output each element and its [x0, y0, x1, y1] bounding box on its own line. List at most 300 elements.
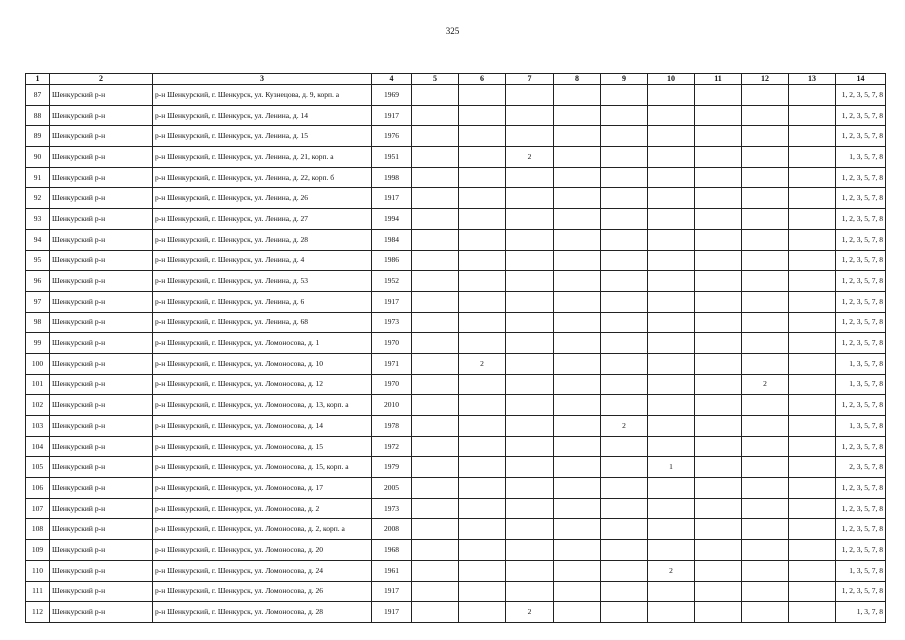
col12-cell [742, 436, 789, 457]
col7-cell [506, 209, 554, 230]
year-cell: 1998 [372, 167, 412, 188]
table-row [26, 147, 886, 168]
col13-cell [789, 436, 836, 457]
col6-cell [459, 209, 506, 230]
col6-cell [459, 291, 506, 312]
col11-cell [695, 209, 742, 230]
col10-cell: 1 [648, 457, 695, 478]
column-header-11: 11 [695, 74, 742, 85]
district-cell: Шенкурский р-н [50, 395, 153, 416]
address-cell: р-н Шенкурский, г. Шенкурск, ул. Ломоносова, д. 17 [153, 478, 372, 499]
col7-cell [506, 85, 554, 106]
address-cell: р-н Шенкурский, г. Шенкурск, ул. Ломоносова, д. 2 [153, 498, 372, 519]
col8-cell [554, 498, 601, 519]
col5-cell [412, 209, 459, 230]
col6-cell [459, 560, 506, 581]
year-cell: 1917 [372, 188, 412, 209]
address-cell: р-н Шенкурский, г. Шенкурск, ул. Ленина, д. 21, корп. а [153, 147, 372, 168]
col9-cell [601, 374, 648, 395]
col14-cell: 1, 2, 3, 5, 7, 8 [836, 519, 886, 540]
table-row [26, 312, 886, 333]
table-row [26, 353, 886, 374]
col7-cell [506, 291, 554, 312]
col14-cell: 1, 2, 3, 5, 7, 8 [836, 271, 886, 292]
col9-cell [601, 560, 648, 581]
col5-cell [412, 602, 459, 623]
row-number: 110 [26, 560, 50, 581]
col13-cell [789, 312, 836, 333]
col10-cell [648, 126, 695, 147]
address-cell: р-н Шенкурский, г. Шенкурск, ул. Ломоносова, д. 10 [153, 353, 372, 374]
row-number: 111 [26, 581, 50, 602]
table-row [26, 498, 886, 519]
col12-cell [742, 250, 789, 271]
address-cell: р-н Шенкурский, г. Шенкурск, ул. Ломоносова, д. 15, корп. а [153, 457, 372, 478]
district-cell: Шенкурский р-н [50, 560, 153, 581]
col9-cell [601, 498, 648, 519]
col8-cell [554, 333, 601, 354]
col6-cell [459, 167, 506, 188]
table-row [26, 560, 886, 581]
col14-cell: 1, 3, 5, 7, 8 [836, 147, 886, 168]
district-cell: Шенкурский р-н [50, 312, 153, 333]
col13-cell [789, 478, 836, 499]
district-cell: Шенкурский р-н [50, 353, 153, 374]
col14-cell: 1, 2, 3, 5, 7, 8 [836, 540, 886, 561]
address-cell: р-н Шенкурский, г. Шенкурск, ул. Ломоносова, д. 24 [153, 560, 372, 581]
address-cell: р-н Шенкурский, г. Шенкурск, ул. Ленина, д. 53 [153, 271, 372, 292]
col7-cell [506, 581, 554, 602]
district-cell: Шенкурский р-н [50, 85, 153, 106]
col14-cell: 1, 3, 5, 7, 8 [836, 416, 886, 437]
row-number: 91 [26, 167, 50, 188]
address-cell: р-н Шенкурский, г. Шенкурск, ул. Ленина, д. 15 [153, 126, 372, 147]
col7-cell [506, 333, 554, 354]
col6-cell [459, 188, 506, 209]
col12-cell [742, 147, 789, 168]
district-cell: Шенкурский р-н [50, 478, 153, 499]
address-cell: р-н Шенкурский, г. Шенкурск, ул. Ломоносова, д. 1 [153, 333, 372, 354]
col6-cell [459, 312, 506, 333]
col11-cell [695, 519, 742, 540]
row-number: 105 [26, 457, 50, 478]
row-number: 112 [26, 602, 50, 623]
col11-cell [695, 560, 742, 581]
col5-cell [412, 581, 459, 602]
col9-cell [601, 457, 648, 478]
col14-cell: 1, 3, 7, 8 [836, 602, 886, 623]
col8-cell [554, 312, 601, 333]
district-cell: Шенкурский р-н [50, 602, 153, 623]
col8-cell [554, 291, 601, 312]
col7-cell [506, 395, 554, 416]
col11-cell [695, 353, 742, 374]
col9-cell [601, 188, 648, 209]
col8-cell [554, 540, 601, 561]
col6-cell [459, 271, 506, 292]
col11-cell [695, 312, 742, 333]
row-number: 87 [26, 85, 50, 106]
year-cell: 1968 [372, 540, 412, 561]
col12-cell [742, 478, 789, 499]
col9-cell [601, 395, 648, 416]
col12-cell [742, 353, 789, 374]
district-cell: Шенкурский р-н [50, 374, 153, 395]
col10-cell [648, 540, 695, 561]
col8-cell [554, 167, 601, 188]
col5-cell [412, 250, 459, 271]
col10-cell [648, 416, 695, 437]
col14-cell: 1, 2, 3, 5, 7, 8 [836, 85, 886, 106]
district-cell: Шенкурский р-н [50, 457, 153, 478]
year-cell: 1972 [372, 436, 412, 457]
col7-cell [506, 560, 554, 581]
col6-cell [459, 602, 506, 623]
col6-cell [459, 250, 506, 271]
row-number: 108 [26, 519, 50, 540]
col5-cell [412, 436, 459, 457]
year-cell: 2005 [372, 478, 412, 499]
col6-cell [459, 498, 506, 519]
col12-cell [742, 291, 789, 312]
col13-cell [789, 229, 836, 250]
address-cell: р-н Шенкурский, г. Шенкурск, ул. Ломоносова, д. 13, корп. а [153, 395, 372, 416]
col5-cell [412, 560, 459, 581]
col11-cell [695, 581, 742, 602]
address-cell: р-н Шенкурский, г. Шенкурск, ул. Ленина, д. 14 [153, 105, 372, 126]
col13-cell [789, 105, 836, 126]
col10-cell [648, 105, 695, 126]
column-header-5: 5 [412, 74, 459, 85]
col7-cell [506, 416, 554, 437]
col11-cell [695, 126, 742, 147]
col12-cell [742, 498, 789, 519]
col14-cell: 1, 2, 3, 5, 7, 8 [836, 312, 886, 333]
col5-cell [412, 478, 459, 499]
col13-cell [789, 395, 836, 416]
col9-cell [601, 250, 648, 271]
col6-cell [459, 126, 506, 147]
col10-cell [648, 250, 695, 271]
col8-cell [554, 271, 601, 292]
col12-cell [742, 519, 789, 540]
col14-cell: 1, 2, 3, 5, 7, 8 [836, 105, 886, 126]
col9-cell [601, 581, 648, 602]
col14-cell: 1, 3, 5, 7, 8 [836, 560, 886, 581]
col11-cell [695, 291, 742, 312]
district-cell: Шенкурский р-н [50, 291, 153, 312]
col6-cell [459, 85, 506, 106]
col14-cell: 1, 2, 3, 5, 7, 8 [836, 581, 886, 602]
col7-cell [506, 312, 554, 333]
col14-cell: 1, 2, 3, 5, 7, 8 [836, 436, 886, 457]
col5-cell [412, 374, 459, 395]
column-header-8: 8 [554, 74, 601, 85]
table-row [26, 250, 886, 271]
address-cell: р-н Шенкурский, г. Шенкурск, ул. Ломоносова, д. 20 [153, 540, 372, 561]
col10-cell [648, 188, 695, 209]
col9-cell [601, 436, 648, 457]
col11-cell [695, 395, 742, 416]
col7-cell [506, 250, 554, 271]
col12-cell [742, 602, 789, 623]
col11-cell [695, 498, 742, 519]
row-number: 102 [26, 395, 50, 416]
year-cell: 1973 [372, 312, 412, 333]
col10-cell [648, 147, 695, 168]
col6-cell [459, 395, 506, 416]
row-number: 106 [26, 478, 50, 499]
district-cell: Шенкурский р-н [50, 229, 153, 250]
col7-cell [506, 126, 554, 147]
table-row [26, 105, 886, 126]
col14-cell: 1, 2, 3, 5, 7, 8 [836, 291, 886, 312]
col13-cell [789, 271, 836, 292]
col11-cell [695, 105, 742, 126]
col9-cell [601, 167, 648, 188]
col14-cell: 1, 2, 3, 5, 7, 8 [836, 209, 886, 230]
year-cell: 2010 [372, 395, 412, 416]
row-number: 99 [26, 333, 50, 354]
col8-cell [554, 581, 601, 602]
col10-cell [648, 209, 695, 230]
district-cell: Шенкурский р-н [50, 416, 153, 437]
col10-cell [648, 498, 695, 519]
col12-cell [742, 85, 789, 106]
district-cell: Шенкурский р-н [50, 271, 153, 292]
address-cell: р-н Шенкурский, г. Шенкурск, ул. Ломоносова, д. 26 [153, 581, 372, 602]
col9-cell [601, 105, 648, 126]
col12-cell [742, 333, 789, 354]
col14-cell: 1, 2, 3, 5, 7, 8 [836, 333, 886, 354]
column-header-12: 12 [742, 74, 789, 85]
col9-cell [601, 126, 648, 147]
col7-cell [506, 353, 554, 374]
col5-cell [412, 353, 459, 374]
col12-cell [742, 560, 789, 581]
year-cell: 1952 [372, 271, 412, 292]
col5-cell [412, 519, 459, 540]
col9-cell [601, 353, 648, 374]
col7-cell: 2 [506, 147, 554, 168]
col8-cell [554, 478, 601, 499]
col5-cell [412, 416, 459, 437]
col12-cell: 2 [742, 374, 789, 395]
col11-cell [695, 333, 742, 354]
col7-cell [506, 229, 554, 250]
row-number: 98 [26, 312, 50, 333]
col8-cell [554, 353, 601, 374]
year-cell: 2008 [372, 519, 412, 540]
col12-cell [742, 229, 789, 250]
col10-cell [648, 519, 695, 540]
col9-cell [601, 147, 648, 168]
col7-cell [506, 374, 554, 395]
column-header-14: 14 [836, 74, 886, 85]
col13-cell [789, 85, 836, 106]
col12-cell [742, 395, 789, 416]
table-header-row [26, 74, 886, 85]
col10-cell [648, 395, 695, 416]
column-header-6: 6 [459, 74, 506, 85]
col9-cell [601, 540, 648, 561]
address-cell: р-н Шенкурский, г. Шенкурск, ул. Ленина, д. 4 [153, 250, 372, 271]
col14-cell: 2, 3, 5, 7, 8 [836, 457, 886, 478]
col9-cell [601, 478, 648, 499]
col6-cell [459, 374, 506, 395]
col8-cell [554, 374, 601, 395]
table-body [26, 85, 886, 623]
col13-cell [789, 581, 836, 602]
row-number: 100 [26, 353, 50, 374]
row-number: 109 [26, 540, 50, 561]
col8-cell [554, 416, 601, 437]
table-row [26, 209, 886, 230]
row-number: 93 [26, 209, 50, 230]
col13-cell [789, 374, 836, 395]
district-cell: Шенкурский р-н [50, 126, 153, 147]
year-cell: 1917 [372, 291, 412, 312]
year-cell: 1984 [372, 229, 412, 250]
col10-cell [648, 353, 695, 374]
column-header-13: 13 [789, 74, 836, 85]
column-header-3: 3 [153, 74, 372, 85]
col10-cell [648, 436, 695, 457]
year-cell: 1978 [372, 416, 412, 437]
col7-cell [506, 188, 554, 209]
col14-cell: 1, 2, 3, 5, 7, 8 [836, 126, 886, 147]
col8-cell [554, 229, 601, 250]
row-number: 88 [26, 105, 50, 126]
col10-cell [648, 312, 695, 333]
col11-cell [695, 167, 742, 188]
table-row [26, 291, 886, 312]
col6-cell [459, 457, 506, 478]
address-cell: р-н Шенкурский, г. Шенкурск, ул. Ленина, д. 68 [153, 312, 372, 333]
district-cell: Шенкурский р-н [50, 188, 153, 209]
col6-cell [459, 333, 506, 354]
year-cell: 1971 [372, 353, 412, 374]
address-cell: р-н Шенкурский, г. Шенкурск, ул. Ломоносова, д. 28 [153, 602, 372, 623]
col14-cell: 1, 2, 3, 5, 7, 8 [836, 188, 886, 209]
col10-cell [648, 167, 695, 188]
year-cell: 1917 [372, 105, 412, 126]
col11-cell [695, 250, 742, 271]
row-number: 89 [26, 126, 50, 147]
col13-cell [789, 188, 836, 209]
address-cell: р-н Шенкурский, г. Шенкурск, ул. Ленина, д. 26 [153, 188, 372, 209]
col10-cell [648, 85, 695, 106]
col8-cell [554, 85, 601, 106]
col13-cell [789, 560, 836, 581]
col5-cell [412, 312, 459, 333]
row-number: 107 [26, 498, 50, 519]
col11-cell [695, 602, 742, 623]
col11-cell [695, 271, 742, 292]
col7-cell [506, 498, 554, 519]
address-cell: р-н Шенкурский, г. Шенкурск, ул. Кузнецова, д. 9, корп. а [153, 85, 372, 106]
col7-cell [506, 167, 554, 188]
district-cell: Шенкурский р-н [50, 519, 153, 540]
col10-cell [648, 602, 695, 623]
col12-cell [742, 126, 789, 147]
address-cell: р-н Шенкурский, г. Шенкурск, ул. Ломоносова, д. 2, корп. а [153, 519, 372, 540]
col13-cell [789, 250, 836, 271]
year-cell: 1979 [372, 457, 412, 478]
table-row [26, 519, 886, 540]
year-cell: 1994 [372, 209, 412, 230]
col6-cell: 2 [459, 353, 506, 374]
col8-cell [554, 436, 601, 457]
col11-cell [695, 188, 742, 209]
col13-cell [789, 167, 836, 188]
col7-cell [506, 519, 554, 540]
col5-cell [412, 147, 459, 168]
address-cell: р-н Шенкурский, г. Шенкурск, ул. Ленина, д. 27 [153, 209, 372, 230]
year-cell: 1917 [372, 602, 412, 623]
row-number: 94 [26, 229, 50, 250]
col8-cell [554, 209, 601, 230]
district-cell: Шенкурский р-н [50, 105, 153, 126]
col6-cell [459, 229, 506, 250]
year-cell: 1969 [372, 85, 412, 106]
col8-cell [554, 126, 601, 147]
table-row [26, 581, 886, 602]
col13-cell [789, 147, 836, 168]
col14-cell: 1, 2, 3, 5, 7, 8 [836, 250, 886, 271]
col6-cell [459, 478, 506, 499]
col13-cell [789, 291, 836, 312]
col7-cell [506, 478, 554, 499]
column-header-9: 9 [601, 74, 648, 85]
year-cell: 1917 [372, 581, 412, 602]
col7-cell [506, 436, 554, 457]
district-cell: Шенкурский р-н [50, 147, 153, 168]
col8-cell [554, 602, 601, 623]
year-cell: 1976 [372, 126, 412, 147]
district-cell: Шенкурский р-н [50, 250, 153, 271]
table-row [26, 602, 886, 623]
col13-cell [789, 126, 836, 147]
col13-cell [789, 333, 836, 354]
col5-cell [412, 540, 459, 561]
col11-cell [695, 436, 742, 457]
col12-cell [742, 209, 789, 230]
col10-cell: 2 [648, 560, 695, 581]
table-row [26, 374, 886, 395]
col12-cell [742, 312, 789, 333]
table-row [26, 457, 886, 478]
table-row [26, 167, 886, 188]
table-row [26, 395, 886, 416]
col9-cell: 2 [601, 416, 648, 437]
col14-cell: 1, 3, 5, 7, 8 [836, 353, 886, 374]
col10-cell [648, 478, 695, 499]
col8-cell [554, 395, 601, 416]
district-cell: Шенкурский р-н [50, 581, 153, 602]
address-cell: р-н Шенкурский, г. Шенкурск, ул. Ленина, д. 28 [153, 229, 372, 250]
col14-cell: 1, 2, 3, 5, 7, 8 [836, 395, 886, 416]
table-row [26, 540, 886, 561]
row-number: 95 [26, 250, 50, 271]
col5-cell [412, 333, 459, 354]
col10-cell [648, 333, 695, 354]
col5-cell [412, 188, 459, 209]
col6-cell [459, 105, 506, 126]
col7-cell [506, 271, 554, 292]
district-cell: Шенкурский р-н [50, 209, 153, 230]
col6-cell [459, 147, 506, 168]
